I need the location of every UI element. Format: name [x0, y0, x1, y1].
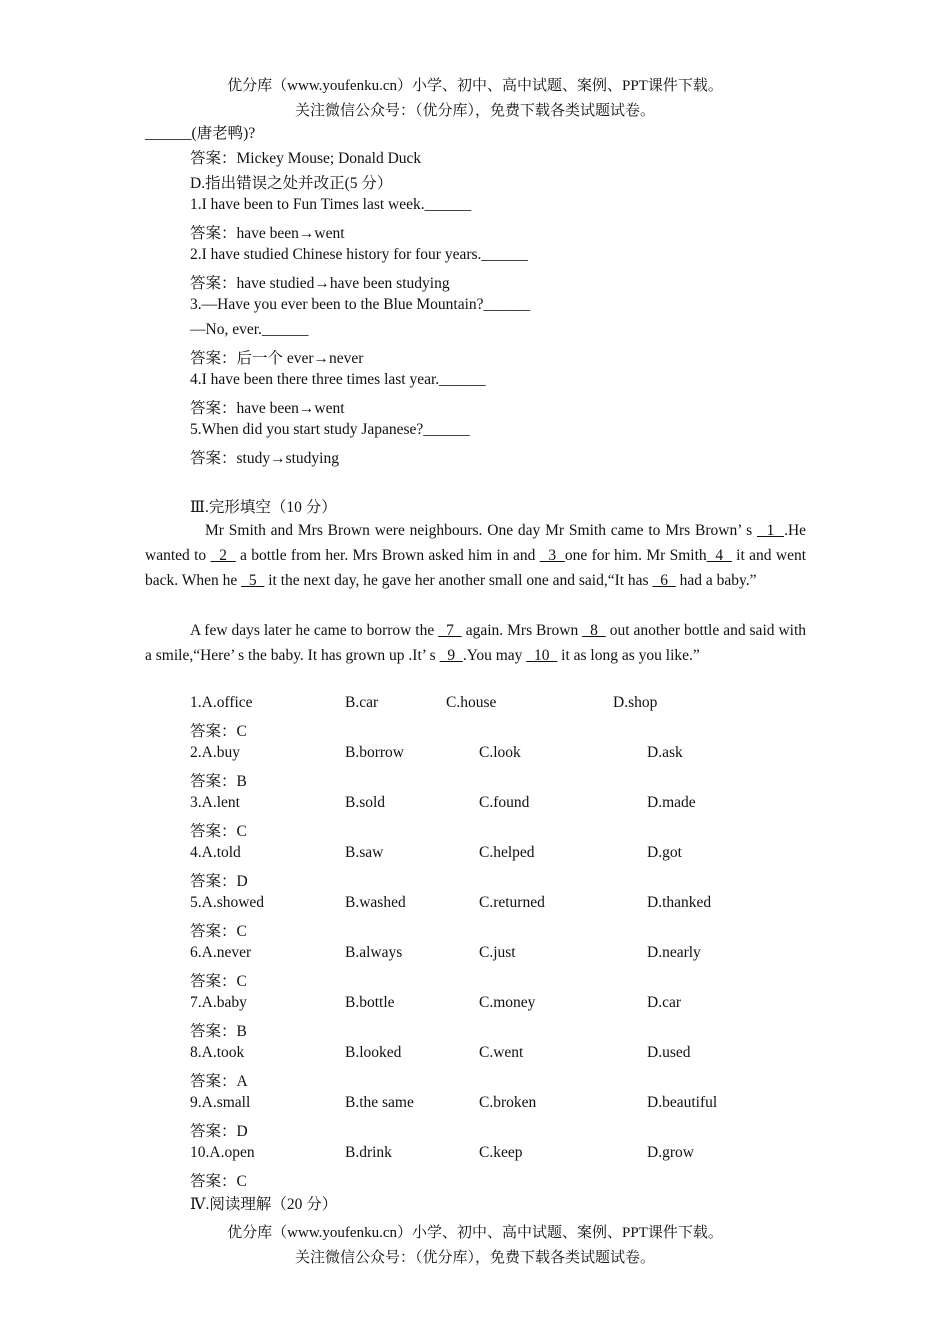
option-c: C.returned	[479, 894, 545, 911]
option-a: 2.A.buy	[190, 744, 240, 761]
option-d: D.got	[647, 844, 682, 861]
answer-line: 答案：C	[190, 823, 247, 840]
answer-line: 答案：A	[190, 1073, 248, 1090]
answer-line: 答案：C	[190, 723, 247, 740]
option-b: B.car	[345, 694, 379, 711]
answer-line: 答案：C	[190, 973, 247, 990]
option-a: 5.A.showed	[190, 894, 265, 911]
header-line-2: 关注微信公众号：（优分库），免费下载各类试题试卷。	[294, 103, 655, 119]
answer-line: 答案：C	[190, 923, 247, 940]
option-c: C.broken	[479, 1094, 537, 1111]
section-cloze-title: Ⅲ.完形填空（10 分）	[190, 499, 337, 516]
answer-line: 答案：study→studying	[190, 450, 339, 467]
option-d: D.beautiful	[647, 1094, 718, 1111]
option-b: B.always	[345, 944, 403, 961]
option-d: D.made	[647, 794, 696, 811]
answer-line: 答案：B	[190, 773, 247, 790]
option-a: 8.A.took	[190, 1044, 245, 1061]
option-c: C.just	[479, 944, 516, 961]
cloze-blank: 9	[439, 647, 463, 664]
answer-line: 答案：Mickey Mouse; Donald Duck	[190, 150, 422, 167]
section-reading-title: Ⅳ.阅读理解（20 分）	[190, 1196, 338, 1213]
cloze-blank: 2	[210, 547, 236, 564]
question-line: 4.I have been there three times last year.______	[190, 371, 486, 388]
option-d: D.thanked	[647, 894, 712, 911]
option-c: C.went	[479, 1044, 524, 1061]
option-b: B.saw	[345, 844, 384, 861]
option-a: 3.A.lent	[190, 794, 240, 811]
option-c: C.money	[479, 994, 536, 1011]
cloze-blank: 10	[526, 647, 558, 664]
cloze-blank: 4	[706, 547, 732, 564]
option-d: D.nearly	[647, 944, 701, 961]
option-c: C.found	[479, 794, 530, 811]
option-c: C.house	[446, 694, 497, 711]
option-b: B.drink	[345, 1144, 392, 1161]
option-d: D.used	[647, 1044, 691, 1061]
option-a: 9.A.small	[190, 1094, 251, 1111]
answer-line: 答案：C	[190, 1173, 247, 1190]
option-c: C.helped	[479, 844, 535, 861]
answer-line: 答案：have been→went	[190, 400, 345, 417]
option-b: B.looked	[345, 1044, 402, 1061]
option-b: B.the same	[345, 1094, 414, 1111]
footer-line-1: 优分库（www.youfenku.cn）小学、初中、高中试题、案例、PPT课件下载。	[227, 1225, 723, 1241]
answer-line: 答案：B	[190, 1023, 247, 1040]
option-a: 10.A.open	[190, 1144, 255, 1161]
footer-line-2: 关注微信公众号：（优分库），免费下载各类试题试卷。	[294, 1250, 655, 1266]
header-line-1: 优分库（www.youfenku.cn）小学、初中、高中试题、案例、PPT课件下载。	[227, 78, 723, 94]
answer-line: 答案：D	[190, 1123, 248, 1140]
cloze-blank: 3	[539, 547, 565, 564]
cloze-blank: 7	[438, 622, 462, 639]
cloze-passage-paragraph-2: A few days later he came to borrow the 7 again. Mrs Brown 8 out another bottle and said with a smile,“Here’ s the baby. It has grown up .It’ s 9 .You may 10 it as long as you like.”	[145, 622, 807, 664]
section-d-title: D.指出错误之处并改正(5 分）	[190, 175, 393, 192]
question-tail: ______(唐老鸭)?	[145, 125, 256, 142]
option-d: D.car	[647, 994, 681, 1011]
answer-line: 答案：have studied→have been studying	[190, 275, 450, 292]
option-c: C.keep	[479, 1144, 523, 1161]
answer-line: 答案：后一个 ever→never	[190, 350, 364, 367]
option-d: D.ask	[647, 744, 683, 761]
option-a: 7.A.baby	[190, 994, 247, 1011]
answer-line: 答案：have been→went	[190, 225, 345, 242]
option-b: B.sold	[345, 794, 386, 811]
option-d: D.grow	[647, 1144, 694, 1161]
question-line: 5.When did you start study Japanese?______	[190, 421, 470, 438]
question-line: 3.—Have you ever been to the Blue Mountain?______	[190, 296, 531, 313]
question-line: —No, ever.______	[190, 321, 309, 338]
option-a: 6.A.never	[190, 944, 252, 961]
cloze-blank: 5	[241, 572, 265, 589]
question-line: 1.I have been to Fun Times last week.______	[190, 196, 472, 213]
cloze-passage-paragraph-1: Mr Smith and Mrs Brown were neighbours. One day Mr Smith came to Mrs Brown’ s 1 .He wanted to 2 a bottle from her. Mrs Brown asked him in and 3 one for him. Mr Smith 4 it and went back. When he 5 it the next day, he gave her another small one and said,“It has 6 had a baby.”	[145, 522, 807, 589]
cloze-blank: 8	[582, 622, 606, 639]
option-b: B.borrow	[345, 744, 404, 761]
option-a: 1.A.office	[190, 694, 253, 711]
option-d: D.shop	[613, 694, 658, 711]
option-c: C.look	[479, 744, 521, 761]
option-b: B.washed	[345, 894, 406, 911]
cloze-blank: 1	[756, 522, 785, 539]
answer-line: 答案：D	[190, 873, 248, 890]
option-b: B.bottle	[345, 994, 395, 1011]
cloze-blank: 6	[652, 572, 676, 589]
question-line: 2.I have studied Chinese history for four years.______	[190, 246, 528, 263]
option-a: 4.A.told	[190, 844, 241, 861]
